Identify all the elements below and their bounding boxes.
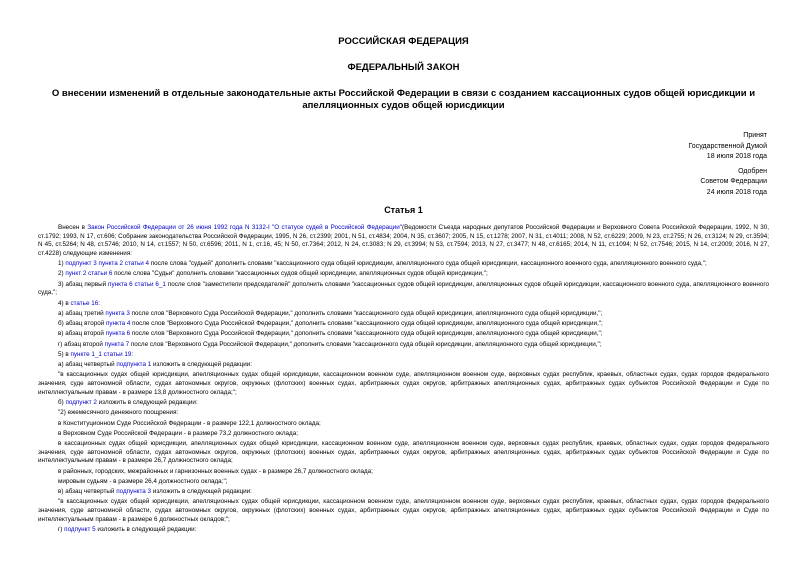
legal-reference-link[interactable]: пункта 4 [105, 320, 131, 328]
paragraph-text: 5) в [58, 350, 71, 358]
paragraph-text: в) абзац второй [58, 330, 106, 338]
paragraph-text: в Конституционном Суде Российской Федерации - в размере 122,1 должностного оклада; [58, 419, 321, 427]
paragraph-text: "в кассационных судах общей юрисдикции, апелляционных судах общей юрисдикции, кассационном военном суде, апелляционном военном суде, верховных судах республик, краевых, областных судах, судах городов федерального значения, суде автономной области, судах автономных округов, окружных (флотских) военных судах, арбитражных судах округов, арбитражных апелляционных судах, арбитражных судах субъектов Российской Федерации и Суде по интеллектуальным правам - в размере 13,8 должностного оклада;"; [38, 371, 769, 396]
legal-reference-link[interactable]: пункта 6 статьи 6_1 [108, 280, 166, 288]
paragraph-text: в районных, городских, межрайонных и гарнизонных военных судах - в размере 26,7 должностного оклада; [58, 467, 373, 475]
paragraph-text: 2) [58, 270, 66, 278]
paragraph [38, 488, 769, 497]
paragraph [38, 224, 769, 258]
paragraph-text: г) абзац второй [58, 340, 105, 348]
paragraph-text: изложить в следующей редакции: [151, 361, 253, 369]
legal-reference-link[interactable]: подпункт 3 пункта 2 статьи 4 [65, 260, 149, 268]
paragraph [38, 310, 769, 319]
paragraph-text: "2) ежемесячного денежного поощрения: [58, 409, 179, 417]
paragraph [38, 330, 769, 339]
paragraph [38, 351, 769, 360]
paragraph [38, 430, 769, 439]
approved-label: Одобрен [738, 167, 767, 175]
paragraph-text: 1) [58, 260, 66, 268]
paragraph-text: Внесен в [58, 224, 88, 231]
law-type-heading: ФЕДЕРАЛЬНЫЙ ЗАКОН [347, 62, 460, 73]
paragraph-text: б) абзац второй [58, 320, 106, 328]
paragraph-text: 4) в [58, 299, 71, 307]
legal-reference-link[interactable]: пункта 7 [104, 340, 130, 348]
article-body [38, 224, 769, 534]
paragraph [38, 341, 769, 350]
legal-reference-link[interactable]: пункте 1_1 статьи 19 [70, 350, 132, 358]
paragraph [38, 409, 769, 418]
paragraph-text: после слова "судьей" дополнить словами "кассационного суда общей юрисдикции, апелляционного суда общей юрисдикции, кассационного военного суда, апелляционного военного суда,"; [149, 260, 707, 268]
paragraph [38, 320, 769, 329]
paragraph-text: 3) абзац первый [58, 280, 109, 288]
legal-reference-link[interactable]: подпункта 1 [116, 361, 152, 369]
approved-by: Советом Федерации [700, 178, 767, 185]
paragraph [38, 371, 769, 397]
paragraph-text: : [131, 350, 134, 358]
paragraph [38, 270, 769, 279]
legal-reference-link[interactable]: подпункта 3 [116, 488, 152, 496]
legal-reference-link[interactable]: пункта 3 [105, 309, 130, 317]
paragraph [38, 478, 769, 487]
paragraph-text: "в кассационных судах общей юрисдикции, апелляционных судах общей юрисдикции, кассационном военном суде, апелляционном военном суде, верховных судах республик, краевых, областных судах, судах городов федерального значения, суде автономной области, судах автономных округов, окружных (флотских) военных судах, арбитражных судах округов, арбитражных апелляционных судах, арбитражных судах субъектов Российской Федерации и Суде по интеллектуальным правам - в размере 6 должностных окладов;"; [38, 498, 769, 523]
paragraph-text: изложить в следующей редакции: [95, 525, 197, 533]
paragraph-text: после слов "Верховного Суда Российской Федерации," дополнить словами "кассационного суда общей юрисдикции, апелляционного суда общей юрисдикции,"; [129, 340, 602, 348]
legal-reference-link[interactable]: пункта 6 [105, 330, 131, 338]
legal-reference-link[interactable]: пункт 2 статьи 6 [65, 270, 113, 278]
paragraph-text: изложить в следующей редакции: [96, 398, 198, 406]
law-title: О внесении изменений в отдельные законодательные акты Российской Федерации в связи с созданием кассационных судов общей юрисдикции и апелляционных судов общей юрисдикции [51, 88, 756, 111]
paragraph-text: после слов "заместители председателей" дополнить словами "кассационных судов общей юрисдикции, апелляционных судов общей юрисдикции, кассационного военного суда, апелляционного военного суда,"; [38, 280, 769, 297]
paragraph-text: г) [58, 525, 65, 533]
adopted-date: 18 июля 2018 года [706, 153, 767, 160]
paragraph [38, 281, 769, 298]
legal-reference-link[interactable]: подпункт 5 [64, 525, 96, 533]
paragraph-text: мировым судьям - в размере 26,4 должностного оклада;"; [58, 477, 228, 485]
paragraph [38, 526, 769, 535]
paragraph [38, 300, 769, 309]
paragraph-text: изложить в следующей редакции: [151, 488, 252, 496]
paragraph-text: : [98, 299, 100, 307]
legal-reference-link[interactable]: статье 16 [70, 299, 99, 307]
paragraph-text: б) [58, 398, 66, 406]
approved-date: 24 июля 2018 года [706, 188, 767, 196]
paragraph-text: после слов "Верховного Суда Российской Федерации," дополнить словами "кассационного суда общей юрисдикции, апелляционного суда общей юрисдикции,"; [130, 330, 603, 338]
paragraph [38, 399, 769, 408]
legal-reference-link[interactable]: Закон Российской Федерации от 26 июня 1992 года N 3132-I "О статусе судей в Российской Федерации" [87, 224, 402, 231]
paragraph [38, 440, 769, 466]
article-heading: Статья 1 [384, 205, 423, 215]
paragraph-text: а) абзац третий [58, 309, 106, 317]
paragraph-text: в) абзац четвертый [58, 488, 117, 496]
paragraph [38, 498, 769, 524]
paragraph-text: в кассационных судах общей юрисдикции, апелляционных судах общей юрисдикции, кассационном военном суде, апелляционном военном суде, верховных судах республик, краевых, областных судах, судах городов федерального значения, суде автономной области, судах автономных округов, окружных (флотских) военных судах, арбитражных судах округов, арбитражных апелляционных судах, арбитражных судах субъектов Российской Федерации и Суде по интеллектуальным правам - в размере 26,7 должностного оклада; [38, 440, 769, 465]
paragraph-text: а) абзац четвертый [58, 361, 117, 369]
paragraph [38, 361, 769, 370]
paragraph-text: после слов "Верховного Суда Российской Федерации," дополнить словами "кассационного суда общей юрисдикции, апелляционного суда общей юрисдикции,"; [130, 320, 603, 328]
paragraph [38, 260, 769, 269]
paragraph-text: после слова "Судьи" дополнить словами "кассационных судов общей юрисдикции, апелляционных судов общей юрисдикции,"; [112, 270, 488, 278]
paragraph [38, 420, 769, 429]
adopted-by: Государственной Думой [688, 142, 767, 150]
paragraph-text: в Верховном Суде Российской Федерации - в размере 73,2 должностного оклада; [58, 429, 298, 437]
country-heading: РОССИЙСКАЯ ФЕДЕРАЦИЯ [338, 36, 469, 47]
adoption-block [38, 131, 769, 198]
paragraph [38, 468, 769, 477]
paragraph-text: после слов "Верховного Суда Российской Федерации," дополнить словами "кассационного суда общей юрисдикции, апелляционного суда общей юрисдикции,"; [129, 309, 603, 317]
legal-reference-link[interactable]: подпункт 2 [65, 398, 97, 406]
paragraph-text: (Ведомости Съезда народных депутатов Российской Федерации и Верховного Совета Российской Федерации, 1992, N 30, ст.1792; 1993, N 17, ст.606; Собрание законодательства Российской Федерации, 1995, N 26, ст.2399; 2001, N 51, ст.4834; 2004, N 35, ст.3607; 2005, N 15, ст.1278; 2007, N 31, ст.4011; 2008, N 52, ст.6229; 2009, N 23, ст.2755; N 26, ст.3124; N 29, ст.3594; N 45, ст.5264; N 48, ст.5746; 2010, N 14, ст.1557; N 50, ст.6596; 2011, N 1, ст.16, 45; N 50, ст.7364; 2012, N 24, ст.3083; N 29, ст.3994; N 53, ст.7594; 2013, N 27, ст.3477; N 48, ст.6165; 2014, N 11, ст.1094; N 52, ст.7546; 2015, N 14, ст.2009; 2016, N 27, ст.4228) следующие изменения: [38, 224, 769, 257]
adopted-label: Принят [743, 132, 767, 139]
